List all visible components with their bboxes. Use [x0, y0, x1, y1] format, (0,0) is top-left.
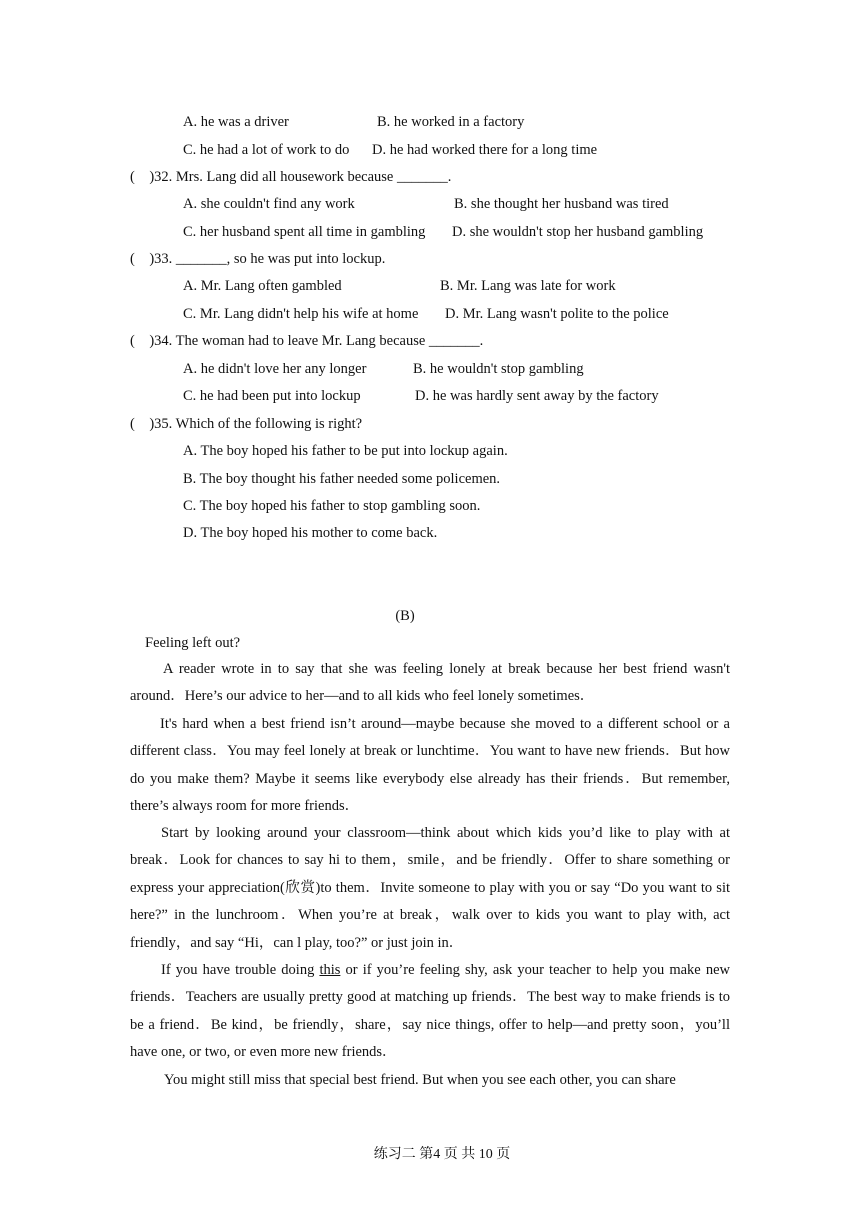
q35-stem: ( )35. Which of the following is right? [130, 416, 363, 432]
paragraph-4-text-after: or if you’re feeling shy, ask your teacher to help you make new friends．Teachers are usually pretty good at matching up friends．The best way to make friends is to be a friend．Be kind，be friendly，share，say nice things, offer to help—and pretty soon，you’ll have one, or two, or even more new friends． [130, 962, 730, 1061]
q33-stem: ( )33. _______, so he was put into lockup. [130, 251, 386, 267]
q32-option-d: D. she wouldn't stop her husband gambling [452, 224, 704, 240]
q34-option-a: A. he didn't love her any longer [183, 361, 367, 377]
q34-stem: ( )34. The woman had to leave Mr. Lang because _______. [130, 333, 484, 349]
q33-option-d: D. Mr. Lang wasn't polite to the police [445, 306, 669, 322]
paragraph-4-text-before: If you have trouble doing [161, 962, 320, 978]
q34-option-d: D. he was hardly sent away by the factory [415, 388, 659, 404]
q35-option-d: D. The boy hoped his mother to come back. [183, 525, 438, 541]
q31-option-c: C. he had a lot of work to do [183, 142, 350, 158]
paragraph-1: A reader wrote in to say that she was feeling lonely at break because her best friend wasn't around．Here’s our advice to her—and to all kids who feel lonely sometimes． [130, 661, 730, 705]
paragraph-3: Start by looking around your classroom—think about which kids you’d like to play with at break．Look for chances to say hi to them，smile，and be friendly．Offer to share something or express your appreciation(欣赏)to them．Invite someone to play with you or say “Do you want to sit here?” in the lunchroom．When you’re at break，walk over to kids you want to play with, act friendly，and say “Hi，can l play, too?” or just join in． [130, 825, 730, 951]
q33-option-c: C. Mr. Lang didn't help his wife at home [183, 306, 419, 322]
q34-option-b: B. he wouldn't stop gambling [413, 361, 584, 377]
q31-option-d: D. he had worked there for a long time [372, 142, 598, 158]
q34-option-c: C. he had been put into lockup [183, 388, 361, 404]
q31-option-b: B. he worked in a factory [377, 114, 525, 130]
q31-option-a: A. he was a driver [183, 114, 289, 130]
paragraph-2: It's hard when a best friend isn’t around—maybe because she moved to a different school or a different class．You may feel lonely at break or lunchtime．You want to have new friends．But how do you make them? Maybe it seems like everybody else already has their friends．But remember, there’s always room for more friends． [130, 716, 730, 815]
q35-option-b: B. The boy thought his father needed some policemen. [183, 471, 501, 487]
page-footer: 练习二 第4 页 共 10 页 [373, 1147, 511, 1162]
passage-title: Feeling left out? [145, 635, 241, 651]
q33-option-a: A. Mr. Lang often gambled [183, 278, 342, 294]
section-label: (B) [395, 608, 415, 624]
underlined-word: this [319, 962, 341, 978]
q35-option-a: A. The boy hoped his father to be put into lockup again. [183, 443, 508, 459]
q35-option-c: C. The boy hoped his father to stop gambling soon. [183, 498, 481, 514]
q32-option-c: C. her husband spent all time in gambling [183, 224, 426, 240]
paragraph-4 [130, 957, 730, 1067]
q32-option-a: A. she couldn't find any work [183, 196, 355, 212]
q32-option-b: B. she thought her husband was tired [454, 196, 669, 212]
q33-option-b: B. Mr. Lang was late for work [440, 278, 616, 294]
q32-stem: ( )32. Mrs. Lang did all housework because _______. [130, 169, 452, 185]
paragraph-5: You might still miss that special best friend. But when you see each other, you can share [164, 1072, 676, 1088]
